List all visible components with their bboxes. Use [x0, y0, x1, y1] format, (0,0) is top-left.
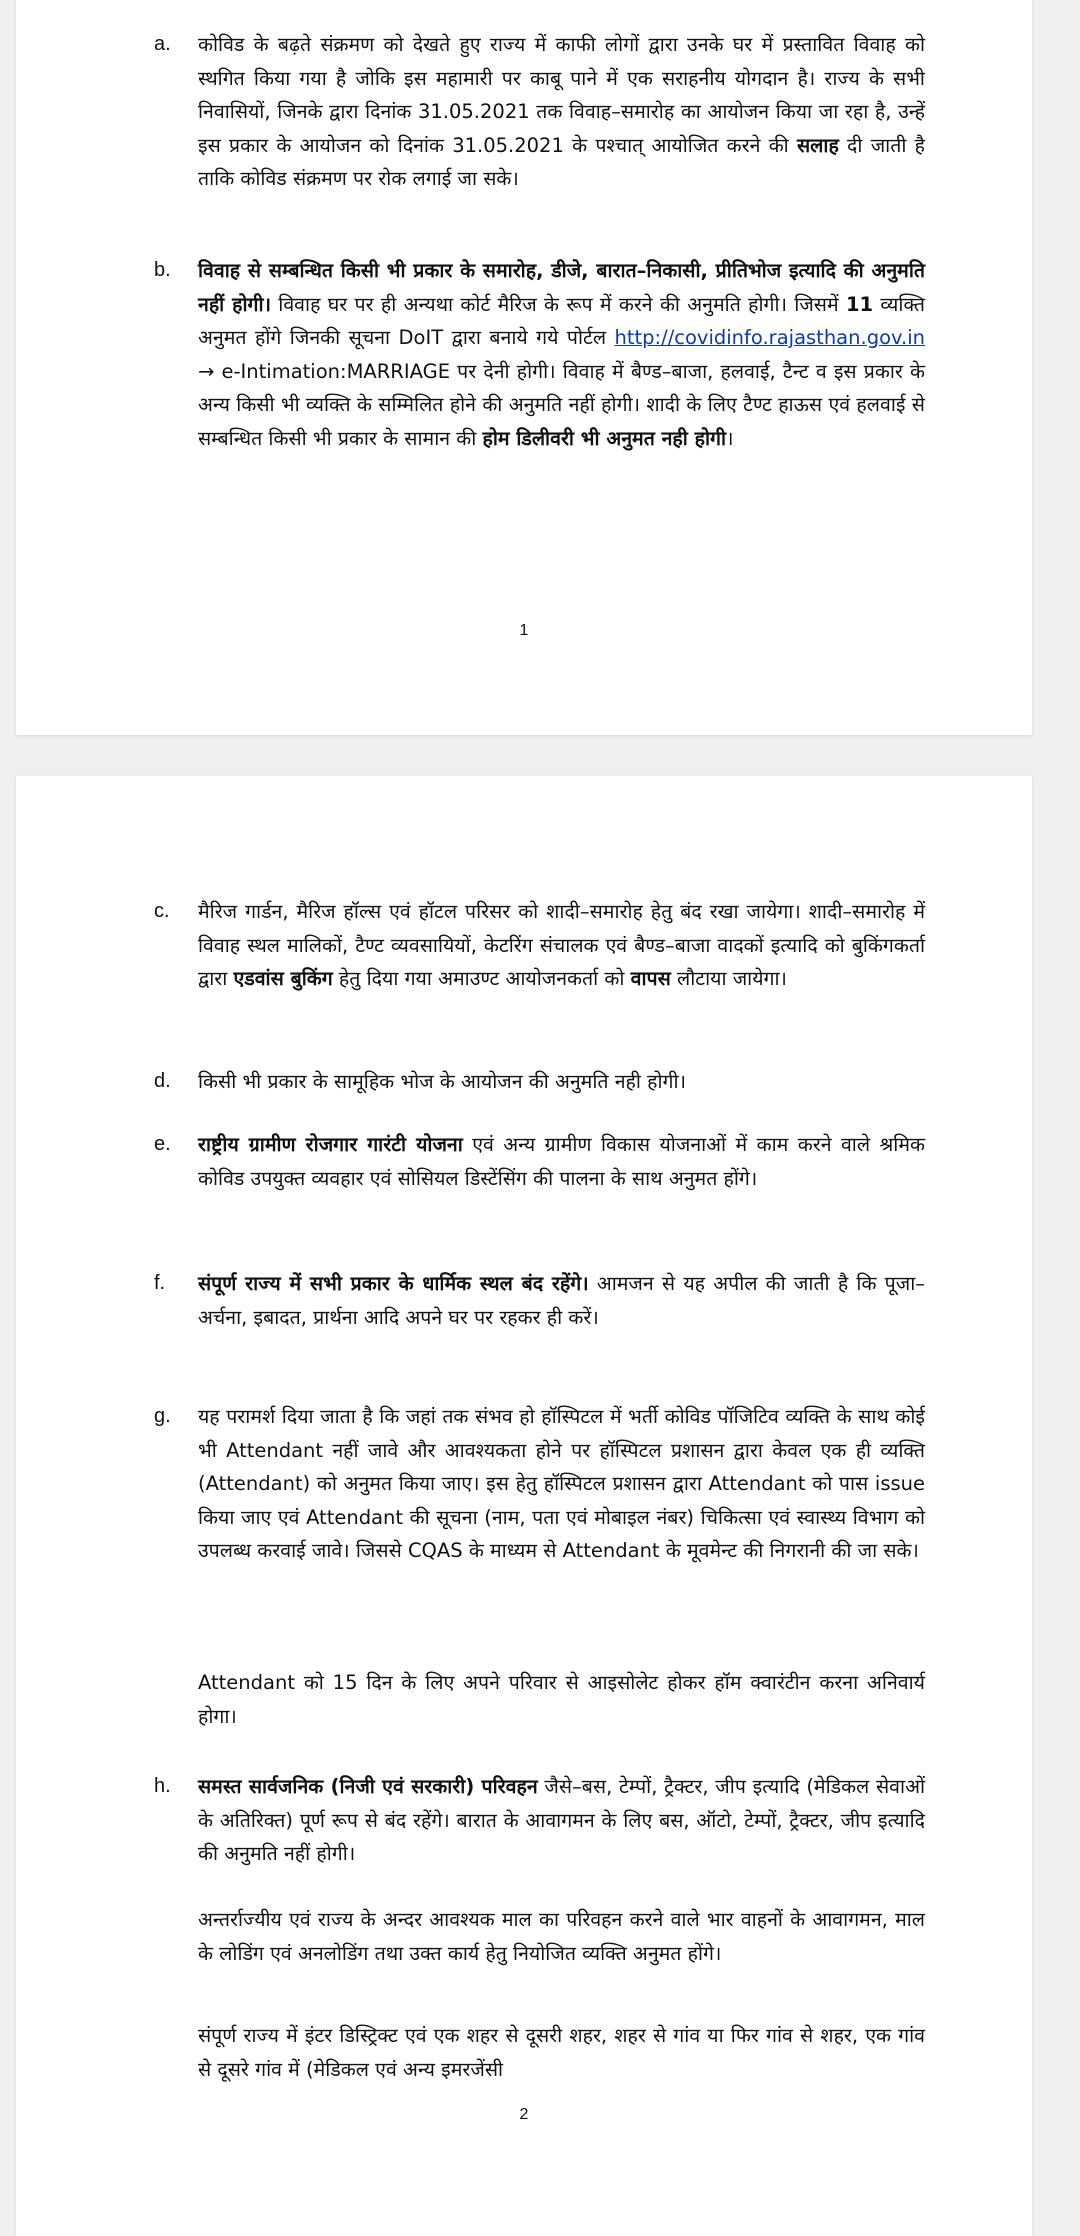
item-bold-text: एडवांस बुकिंग — [233, 967, 333, 990]
item-bold-text: विवाह से सम्बन्धित किसी भी प्रकार के समारोह, डीजे, बारात–निकासी, प्रीतिभोज इत्यादि की अनुमति नहीं होगी। — [198, 259, 925, 316]
item-text: दी जाती है ताकि कोविड संक्रमण पर रोक लगाई जा सके। — [198, 133, 925, 190]
list-marker: g. — [154, 1405, 171, 1427]
list-marker: h. — [154, 1775, 171, 1797]
item-text: हेतु दिया गया अमाउण्ट आयोजनकर्ता को — [332, 967, 631, 990]
item-h-subparagraph: संपूर्ण राज्य में इंटर डिस्ट्रिक्ट एवं एक शहर से दूसरी शहर, शहर से गांव या फिर गांव से शहर, एक गांव से दूसरे गांव में (मेडिकल एवं अन्य इमरजेंसी — [198, 2024, 925, 2081]
item-text: किसी भी प्रकार के सामूहिक भोज के आयोजन की अनुमति नही होगी। — [198, 1070, 686, 1093]
list-item-c — [154, 895, 925, 996]
list-item-f — [154, 1267, 925, 1334]
item-text: मैरिज गार्डन, मैरिज हॉल्स एवं हॉटल परिसर को शादी–समारोह हेतु बंद रखा जायेगा। शादी–समारोह में विवाह स्थल मालिकों, टैण्ट व्यवसायियों, केटरिंग संचालक एवं बैण्ड–बाजा वादकों इत्यादि को बुकिंगकर्ता द्वारा — [198, 900, 925, 990]
item-bold-text: राष्ट्रीय ग्रामीण रोजगार गारंटी योजना — [198, 1133, 463, 1156]
list-marker: b. — [154, 259, 171, 281]
item-g-subparagraph: Attendant को 15 दिन के लिए अपने परिवार से आइसोलेट होकर हॉम क्वारंटीन करना अनिवार्य होगा। — [198, 1671, 925, 1728]
document-page-2 — [16, 776, 1032, 2236]
item-text: जैसे–बस, टेम्पों, ट्रैक्टर, जीप इत्यादि (मेडिकल सेवाओं के अतिरिक्त) पूर्ण रूप से बंद रहेंगे। बारात के आवागमन के लिए बस, ऑटो, टेम्पों, ट्रैक्टर, जीप इत्यादि की अनुमति नहीं होगी। — [198, 1775, 925, 1865]
item-bold-text: सलाह — [796, 133, 839, 157]
item-text: → e-Intimation:MARRIAGE पर देनी होगी। विवाह में बैण्ड–बाजा, हलवाई, टैन्ट व इस प्रकार के अन्य किसी भी व्यक्ति के सम्मिलित होने की अनुमति नहीं होगी। शादी के लिए टैण्ट हाऊस एवं हलवाई से सम्बन्धित किसी भी प्रकार के सामान की — [198, 359, 925, 450]
list-marker: f. — [154, 1272, 166, 1294]
item-bold-text: समस्त सार्वजनिक (निजी एवं सरकारी) परिवहन — [198, 1775, 538, 1798]
item-text: व्यक्ति अनुमत होंगे जिनकी सूचना DoIT द्वारा बनाये गये पोर्टल — [198, 292, 926, 349]
covidinfo-portal-link[interactable]: http://covidinfo.rajasthan.gov.in — [614, 326, 925, 349]
list-item-g — [154, 1400, 925, 1568]
item-text: एवं अन्य ग्रामीण विकास योजनाओं में काम करने वाले श्रमिक कोविड उपयुक्त व्यवहार एवं सोसियल डिस्टेंसिंग की पालना के साथ अनुमत होंगे। — [198, 1133, 925, 1190]
item-text: लौटाया जायेगा। — [670, 967, 787, 990]
item-bold-text: वापस — [630, 967, 671, 990]
item-bold-text: संपूर्ण राज्य में सभी प्रकार के धार्मिक स्थल बंद रहेंगे। — [198, 1272, 589, 1295]
list-marker: c. — [154, 900, 170, 922]
item-bold-text: 11 — [845, 292, 874, 316]
list-marker: d. — [154, 1070, 171, 1092]
list-item-d — [154, 1065, 925, 1099]
document-page-1 — [16, 0, 1032, 735]
item-text: विवाह घर पर ही अन्यथा कोर्ट मैरिज के रूप में करने की अनुमति होगी। जिसमें — [270, 292, 846, 316]
item-text: यह परामर्श दिया जाता है कि जहां तक संभव हो हॉस्पिटल में भर्ती कोविड पॉजिटिव व्यक्ति के साथ कोई भी Attendant नहीं जावे और आवश्यकता होने पर हॉस्पिटल प्रशासन द्वारा केवल एक ही व्यक्ति (Attendant) को अनुमत किया जाए। इस हेतु हॉस्पिटल प्रशासन द्वारा Attendant को पास issue किया जाए एवं Attendant की सूचना (नाम, पता एवं मोबाइल नंबर) चिकित्सा एवं स्वास्थ्य विभाग को उपलब्ध करवाई जावे। जिससे CQAS के माध्यम से Attendant के मूवमेन्ट की निगरानी की जा सके। — [198, 1405, 925, 1562]
item-text: कोविड के बढ़ते संक्रमण को देखते हुए राज्य में काफी लोगों द्वारा उनके घर में प्रस्तावित विवाह को स्थगित किया गया है जोकि इस महामारी पर काबू पाने में एक सराहनीय योगदान है। राज्य के सभी निवासियों, जिनके द्वारा दिनांक 31.05.2021 तक विवाह–समारोह का आयोजन किया जा रहा है, उन्हें इस प्रकार के आयोजन को दिनांक 31.05.2021 के पश्चात् आयोजित करने की — [198, 33, 925, 157]
item-h-subparagraph: अन्तर्राज्यीय एवं राज्य के अन्दर आवश्यक माल का परिवहन करने वाले भार वाहनों के आवागमन, माल के लोडिंग एवं अनलोडिंग तथा उक्त कार्य हेतु नियोजित व्यक्ति अनुमत होंगे। — [198, 1908, 925, 1965]
page-number: 2 — [519, 2106, 529, 2123]
list-marker: e. — [154, 1133, 171, 1155]
list-item-b — [154, 254, 926, 455]
list-marker: a. — [154, 33, 171, 55]
item-bold-text: होम डिलीवरी भी अनुमत नही होगी — [482, 426, 727, 450]
list-item-e — [154, 1128, 925, 1195]
item-text: आमजन से यह अपील की जाती है कि पूजा–अर्चना, इबादत, प्रार्थना आदि अपने घर पर रहकर ही करें। — [198, 1272, 925, 1329]
list-item-h — [154, 1770, 925, 1871]
list-item-a — [154, 28, 925, 196]
page-number: 1 — [519, 622, 529, 639]
item-text: । — [726, 426, 734, 450]
